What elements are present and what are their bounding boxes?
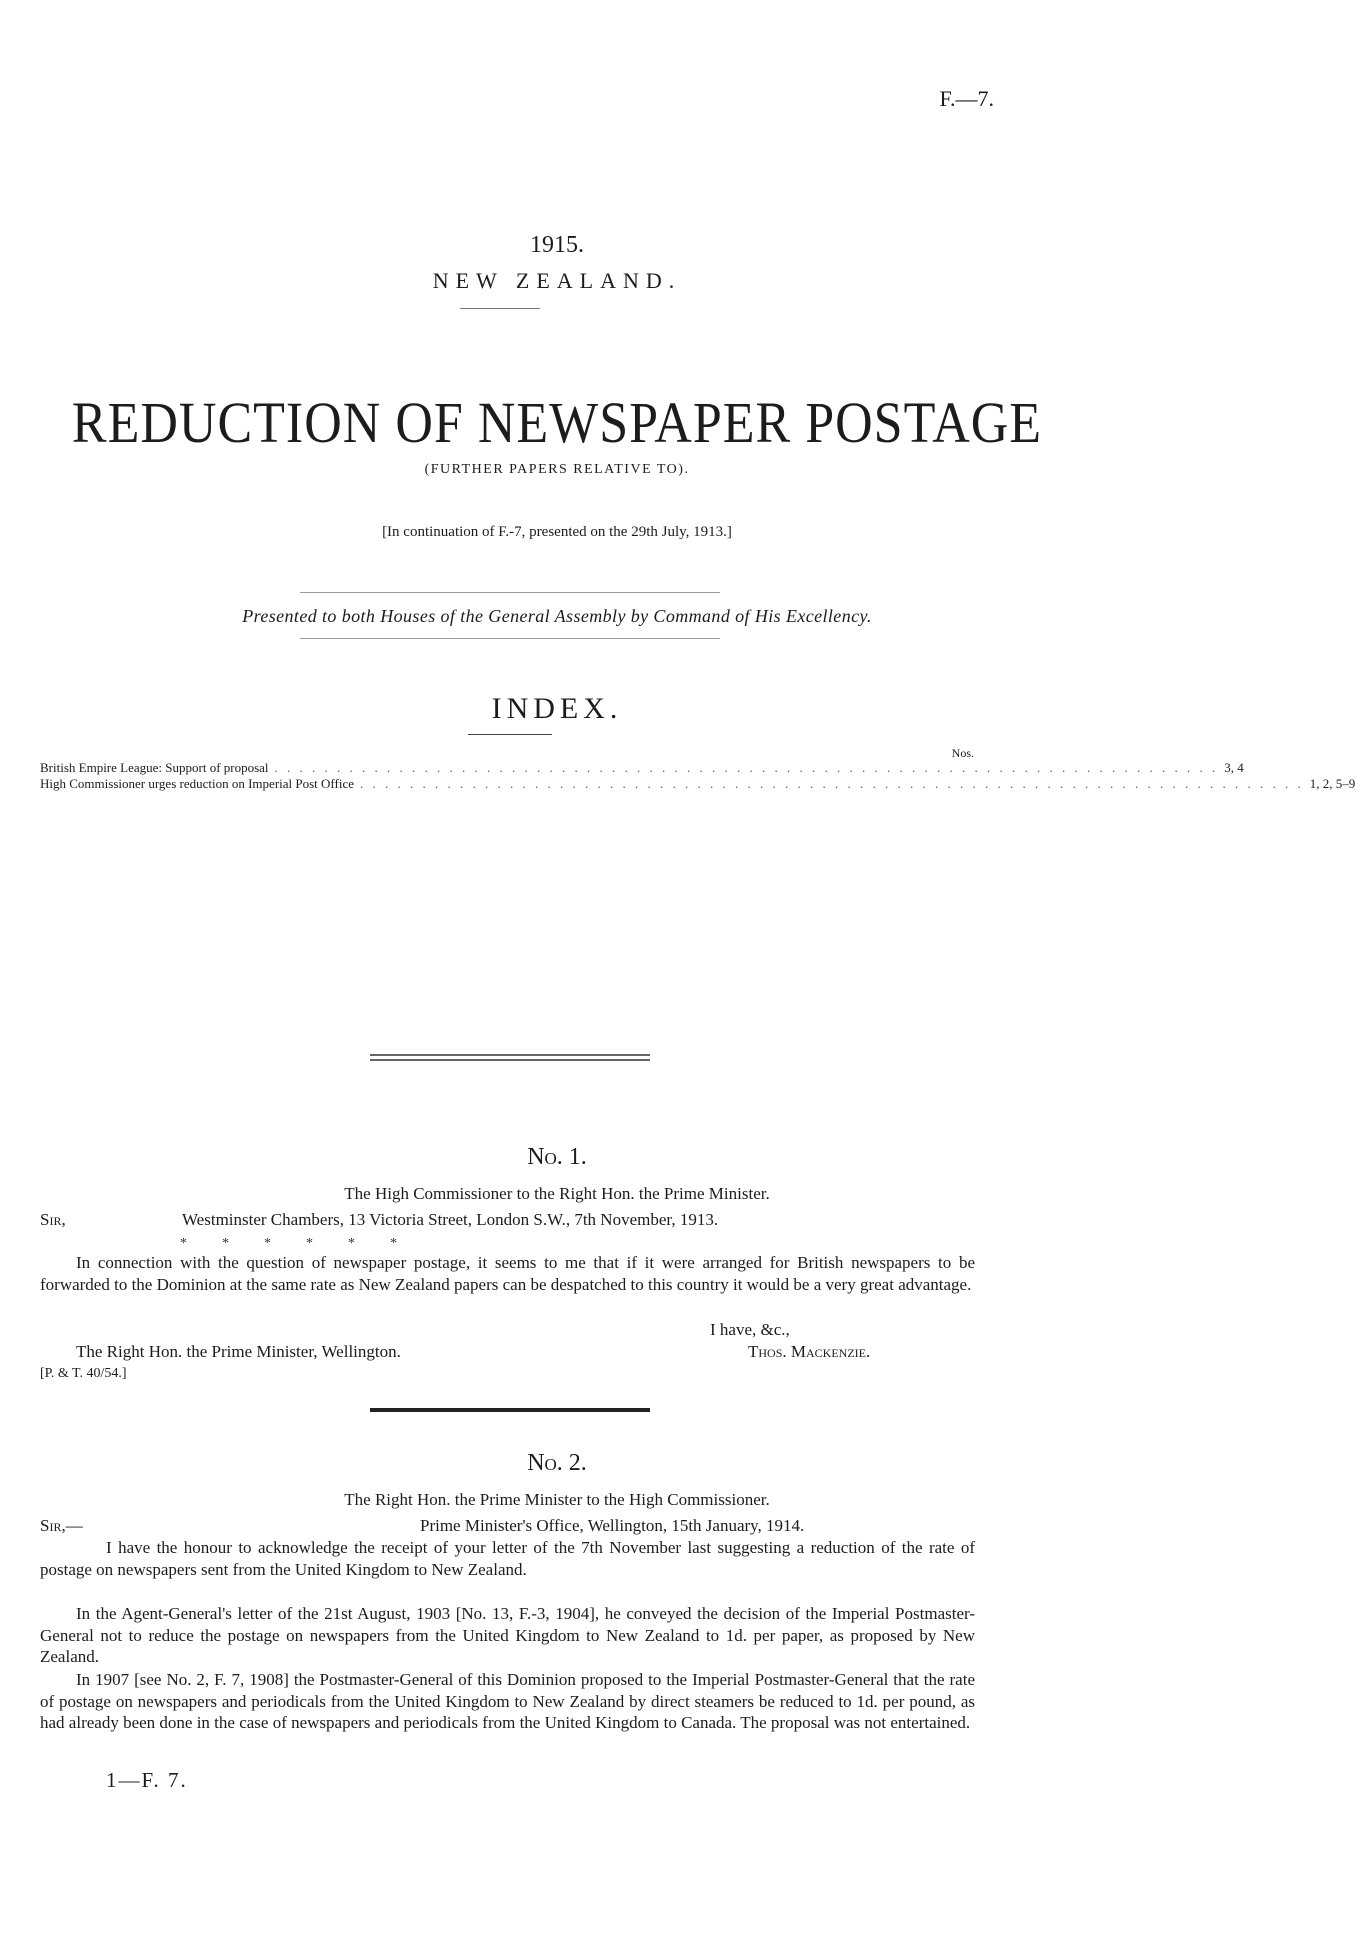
- continuation-note: [In continuation of F.-7, presented on the 29th July, 1913.]: [382, 524, 732, 540]
- letter-from-to: The Right Hon. the Prime Minister to the High Commissioner.: [344, 1490, 770, 1509]
- letter-separator: [370, 1408, 650, 1412]
- letter-paragraph: I have the honour to acknowledge the receipt of your letter of the 7th November last suggesting a reduction of the rate of postage on newspapers sent from the United Kingdom to New Zealand.: [40, 1538, 975, 1579]
- index-divider: [468, 734, 552, 735]
- index-row: [40, 760, 1244, 776]
- letter-salutation: Sir,: [40, 1210, 66, 1229]
- letter-number: No. 2.: [527, 1450, 587, 1476]
- letter-paragraph: In connection with the question of newspaper postage, it seems to me that if it were arranged for British newspapers to be forwarded to the Dominion at the same rate as New Zealand papers can be despatched to this country it would be a very great advantage.: [40, 1253, 975, 1294]
- presented-line: Presented to both Houses of the General Assembly by Command of His Excellency.: [242, 606, 872, 626]
- presented-rule-top: [300, 592, 720, 593]
- title-divider: [460, 308, 540, 309]
- letter-address-date: Prime Minister's Office, Wellington, 15th January, 1914.: [420, 1516, 805, 1535]
- letter-signature: Thos. Mackenzie.: [748, 1342, 871, 1361]
- year: 1915.: [530, 232, 584, 258]
- index-nos: 3, 4: [1224, 760, 1244, 775]
- letter-salutation: Sir,—: [40, 1516, 83, 1535]
- index-leader-dots: . . . . . . . . . . . . . . . . . . . . . . . . . . . . . . . . . . . . . . . . . . . . . . . . . . . . . . . . . . . . . . . . . . . . . . . . . . . .: [360, 776, 1304, 791]
- section-separator: [370, 1059, 650, 1061]
- document-subtitle: (FURTHER PAPERS RELATIVE TO).: [424, 462, 690, 477]
- index-heading: INDEX.: [491, 692, 623, 725]
- document-title: REDUCTION OF NEWSPAPER POSTAGE: [71, 391, 1043, 456]
- presented-rule-bottom: [300, 638, 720, 639]
- letter-paragraph: In 1907 [see No. 2, F. 7, 1908] the Postmaster-General of this Dominion proposed to the Imperial Postmaster-General that the rate of postage on newspapers and periodicals from the United Kingdom to New Zealand by direct steamers be reduced to 1d. per pound, as had already been done in the case of newspapers and periodicals from the United Kingdom to Canada. The proposal was not entertained.: [40, 1670, 975, 1732]
- letter-from-to: The High Commissioner to the Right Hon. the Prime Minister.: [344, 1184, 770, 1203]
- index-nos-label: Nos.: [951, 746, 974, 760]
- letter-address-date: Westminster Chambers, 13 Victoria Street, London S.W., 7th November, 1913.: [182, 1210, 719, 1229]
- letter-file-reference: [P. & T. 40/54.]: [40, 1366, 127, 1381]
- index-nos: 1, 2, 5–9: [1309, 776, 1355, 791]
- section-separator: [370, 1054, 650, 1056]
- letter-paragraph: In the Agent-General's letter of the 21st August, 1903 [No. 13, F.-3, 1904], he conveyed the decision of the Imperial Postmaster-General not to reduce the postage on newspapers from the United Kingdom to New Zealand to 1d. per paper, as proposed by New Zealand.: [40, 1604, 975, 1666]
- index-leader-dots: . . . . . . . . . . . . . . . . . . . . . . . . . . . . . . . . . . . . . . . . . . . . . . . . . . . . . . . . . . . . . . . . . . . . . . . . . . . .: [274, 760, 1219, 775]
- series-reference: F.—7.: [939, 86, 994, 111]
- letter-addressee: The Right Hon. the Prime Minister, Wellington.: [76, 1342, 401, 1361]
- letter-number: No. 1.: [527, 1144, 587, 1170]
- index-row: [40, 776, 1355, 792]
- letter-closing: I have, &c.,: [710, 1320, 790, 1339]
- country: NEW ZEALAND.: [432, 268, 682, 293]
- index-topic: British Empire League: Support of proposal: [40, 760, 269, 775]
- letter-asterisks: * * * * * *: [180, 1236, 397, 1251]
- index-topic: High Commissioner urges reduction on Imperial Post Office: [40, 776, 354, 791]
- printer-signature-mark: 1—F. 7.: [106, 1768, 188, 1792]
